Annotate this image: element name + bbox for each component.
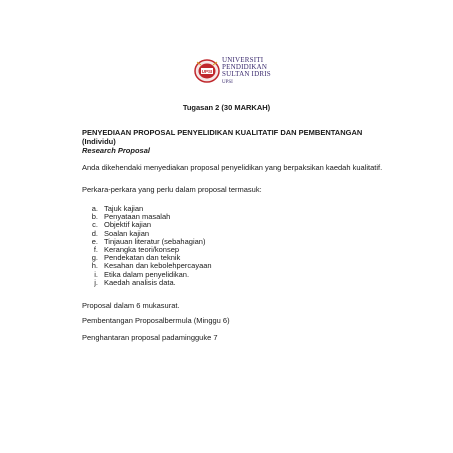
submission-note: Penghantaran proposal padamingguke 7 (82, 333, 218, 342)
assignment-heading: Tugasan 2 (30 MARKAH) (182, 103, 271, 112)
list-item: g. Pendekatan dan teknik (91, 253, 181, 263)
instruction-paragraph: Anda dikehendaki menyediakan proposal penyelidikan yang berpaksikan kaedah kualitatif. (82, 163, 383, 172)
list-item: i. Etika dalam penyelidikan. (94, 269, 190, 279)
requirements-list (82, 205, 212, 287)
logo-wordmark (222, 57, 292, 86)
list-item: f. Kerangka teori/konsep (93, 245, 180, 255)
list-item: a. Tajuk kajian (91, 204, 144, 213)
list-item: b. Penyataan masalah (91, 212, 171, 222)
list-item: c. Objektif kajian (92, 220, 152, 230)
proposal-subtitle: Research Proposal (82, 146, 150, 155)
requirements-intro: Perkara-perkara yang perlu dalam proposal termasuk: (82, 185, 262, 194)
list-item: e. Tinjauan literatur (sebahagian) (91, 236, 206, 246)
list-item: j. Kaedah analisis data. (94, 277, 176, 287)
svg-text:UPSI: UPSI (201, 69, 213, 74)
proposal-title: PENYEDIAAN PROPOSAL PENYELIDIKAN KUALITATIF DAN PEMBENTANGAN (Individu) (82, 128, 363, 146)
presentation-note: Pembentangan Proposalbermula (Minggu 6) (82, 316, 230, 325)
logo-line-1: UNIVERSITI PENDIDIKAN SULTAN IDRIS (222, 56, 271, 78)
logo-line-2: UPSI (222, 80, 233, 85)
list-item: d. Soalan kajian (91, 228, 150, 238)
page-count-note: Proposal dalam 6 mukasurat. (82, 301, 180, 310)
crest-icon (195, 60, 219, 82)
list-item: h. Kesahan dan kebolehpercayaan (91, 261, 212, 271)
